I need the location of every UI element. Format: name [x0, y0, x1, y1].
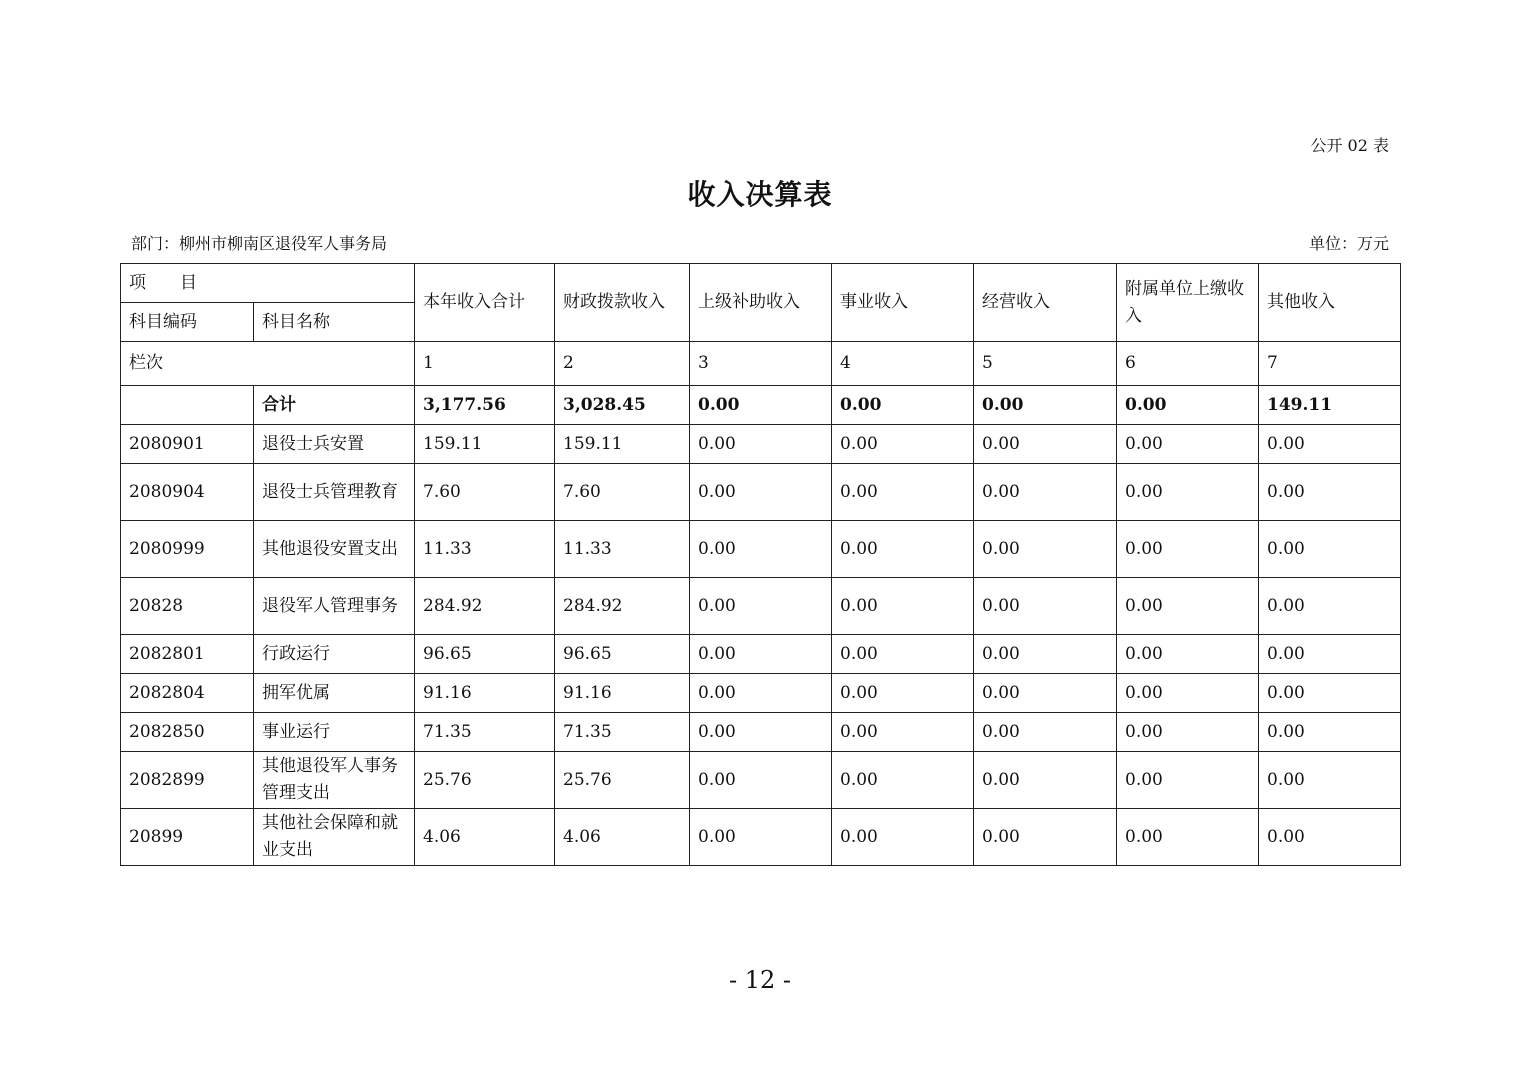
subject-name: 退役士兵安置	[254, 425, 415, 464]
value-cell: 25.76	[555, 752, 690, 809]
value-cell: 0.00	[832, 425, 974, 464]
column-number-row	[121, 342, 1401, 386]
subject-code: 20828	[121, 578, 254, 635]
value-cell: 91.16	[555, 674, 690, 713]
value-cell: 96.65	[555, 635, 690, 674]
column-number: 4	[832, 342, 974, 386]
subject-name: 其他退役安置支出	[254, 521, 415, 578]
header-col-other: 其他收入	[1259, 264, 1401, 342]
value-cell: 0.00	[974, 809, 1117, 866]
value-cell: 0.00	[832, 521, 974, 578]
subject-name: 行政运行	[254, 635, 415, 674]
value-cell: 0.00	[1259, 674, 1401, 713]
value-cell: 159.11	[415, 425, 555, 464]
form-number: 公开 02 表	[1310, 136, 1389, 155]
value-cell: 0.00	[690, 713, 832, 752]
value-cell: 0.00	[690, 425, 832, 464]
value-cell: 159.11	[555, 425, 690, 464]
value-cell: 0.00	[1259, 752, 1401, 809]
value-cell: 0.00	[1259, 425, 1401, 464]
value-cell: 7.60	[415, 464, 555, 521]
column-number: 6	[1117, 342, 1259, 386]
value-cell: 0.00	[1259, 464, 1401, 521]
column-number: 1	[415, 342, 555, 386]
table-row	[121, 713, 1401, 752]
header-col-affiliated: 附属单位上缴收入	[1117, 264, 1259, 342]
total-label: 合计	[254, 386, 415, 425]
value-cell: 284.92	[555, 578, 690, 635]
value-cell: 0.00	[1259, 635, 1401, 674]
total-value: 3,028.45	[555, 386, 690, 425]
value-cell: 0.00	[974, 752, 1117, 809]
value-cell: 11.33	[415, 521, 555, 578]
page-title: 收入决算表	[687, 178, 833, 211]
table-row	[121, 635, 1401, 674]
table-row	[121, 674, 1401, 713]
subject-code: 2082899	[121, 752, 254, 809]
subject-code: 2080904	[121, 464, 254, 521]
table-row	[121, 752, 1401, 809]
value-cell: 0.00	[974, 635, 1117, 674]
subject-name: 拥军优属	[254, 674, 415, 713]
value-cell: 0.00	[690, 464, 832, 521]
table-row	[121, 464, 1401, 521]
value-cell: 91.16	[415, 674, 555, 713]
total-row	[121, 386, 1401, 425]
total-value: 0.00	[832, 386, 974, 425]
subject-code: 2082801	[121, 635, 254, 674]
header-col-superior-subsidy: 上级补助收入	[690, 264, 832, 342]
unit-label: 单位：万元	[1308, 234, 1389, 253]
value-cell: 11.33	[555, 521, 690, 578]
value-cell: 0.00	[690, 752, 832, 809]
value-cell: 0.00	[1117, 425, 1259, 464]
total-code-cell	[121, 386, 254, 425]
header-row-1	[121, 264, 1401, 303]
value-cell: 0.00	[1117, 578, 1259, 635]
value-cell: 0.00	[974, 464, 1117, 521]
value-cell: 0.00	[832, 578, 974, 635]
value-cell: 71.35	[415, 713, 555, 752]
table-row	[121, 809, 1401, 866]
value-cell: 0.00	[690, 521, 832, 578]
table-row	[121, 425, 1401, 464]
header-col-business: 事业收入	[832, 264, 974, 342]
subject-code: 2082850	[121, 713, 254, 752]
column-number-label: 栏次	[121, 342, 415, 386]
total-value: 0.00	[690, 386, 832, 425]
subject-name: 退役军人管理事务	[254, 578, 415, 635]
value-cell: 0.00	[832, 713, 974, 752]
value-cell: 0.00	[832, 464, 974, 521]
value-cell: 0.00	[832, 752, 974, 809]
value-cell: 0.00	[1259, 521, 1401, 578]
subject-name: 其他社会保障和就业支出	[254, 809, 415, 866]
value-cell: 4.06	[555, 809, 690, 866]
subject-code: 2080901	[121, 425, 254, 464]
value-cell: 71.35	[555, 713, 690, 752]
value-cell: 0.00	[1117, 521, 1259, 578]
subject-code: 20899	[121, 809, 254, 866]
value-cell: 0.00	[832, 635, 974, 674]
header-name: 科目名称	[254, 303, 415, 342]
value-cell: 0.00	[1117, 809, 1259, 866]
value-cell: 0.00	[1117, 464, 1259, 521]
value-cell: 0.00	[1117, 713, 1259, 752]
value-cell: 0.00	[690, 809, 832, 866]
value-cell: 0.00	[1117, 752, 1259, 809]
value-cell: 0.00	[974, 578, 1117, 635]
value-cell: 0.00	[974, 713, 1117, 752]
value-cell: 4.06	[415, 809, 555, 866]
table-row	[121, 521, 1401, 578]
column-number: 3	[690, 342, 832, 386]
subject-name: 其他退役军人事务管理支出	[254, 752, 415, 809]
column-number: 7	[1259, 342, 1401, 386]
value-cell: 0.00	[1259, 578, 1401, 635]
value-cell: 0.00	[974, 425, 1117, 464]
value-cell: 0.00	[1117, 674, 1259, 713]
header-col-fiscal: 财政拨款收入	[555, 264, 690, 342]
value-cell: 0.00	[832, 809, 974, 866]
value-cell: 284.92	[415, 578, 555, 635]
subject-code: 2082804	[121, 674, 254, 713]
value-cell: 0.00	[832, 674, 974, 713]
value-cell: 7.60	[555, 464, 690, 521]
income-table	[120, 263, 1401, 866]
total-value: 149.11	[1259, 386, 1401, 425]
total-value: 0.00	[1117, 386, 1259, 425]
value-cell: 0.00	[690, 578, 832, 635]
header-col-total: 本年收入合计	[415, 264, 555, 342]
header-code: 科目编码	[121, 303, 254, 342]
column-number: 5	[974, 342, 1117, 386]
value-cell: 0.00	[1117, 635, 1259, 674]
column-number: 2	[555, 342, 690, 386]
value-cell: 25.76	[415, 752, 555, 809]
value-cell: 0.00	[1259, 713, 1401, 752]
page-number: - 12 -	[728, 966, 791, 994]
subject-code: 2080999	[121, 521, 254, 578]
value-cell: 0.00	[974, 521, 1117, 578]
subject-name: 退役士兵管理教育	[254, 464, 415, 521]
header-item: 项 目	[121, 264, 415, 303]
value-cell: 96.65	[415, 635, 555, 674]
header-col-operating: 经营收入	[974, 264, 1117, 342]
value-cell: 0.00	[1259, 809, 1401, 866]
value-cell: 0.00	[690, 674, 832, 713]
total-value: 0.00	[974, 386, 1117, 425]
total-value: 3,177.56	[415, 386, 555, 425]
department-label: 部门：柳州市柳南区退役军人事务局	[131, 234, 388, 253]
value-cell: 0.00	[690, 635, 832, 674]
table-row	[121, 578, 1401, 635]
subject-name: 事业运行	[254, 713, 415, 752]
value-cell: 0.00	[974, 674, 1117, 713]
